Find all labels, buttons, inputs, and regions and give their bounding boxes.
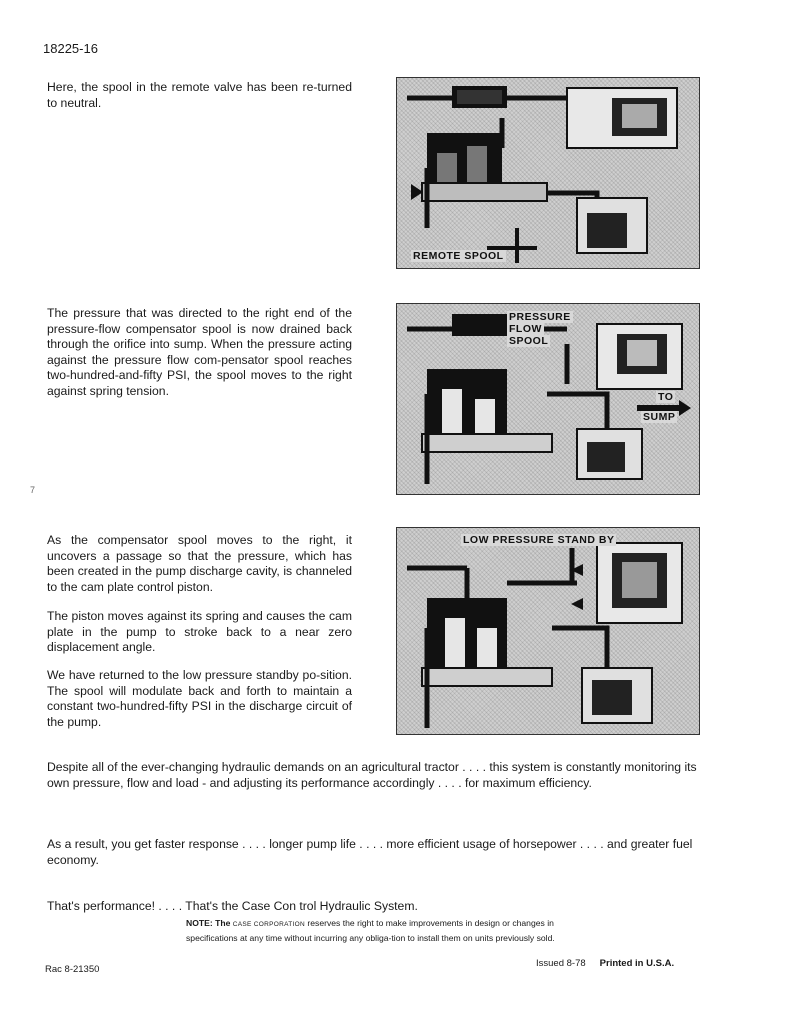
- paragraph-compensator-moves: As the compensator spool moves to the right, it uncovers a passage so that the pressure, which has been created in the pump discharge cavity, is channeled to the cam plate control piston.: [47, 533, 352, 594]
- label-spool: SPOOL: [509, 335, 549, 347]
- hydraulic-diagram-low-pressure-standby: [396, 527, 700, 735]
- page-number: 18225-16: [43, 41, 98, 56]
- label-to: TO: [658, 391, 674, 403]
- paragraph-remote-neutral: Here, the spool in the remote valve has been re-turned to neutral.: [47, 80, 352, 110]
- diagram-2-drawing: [397, 304, 699, 494]
- diagram-3-drawing: [397, 528, 699, 734]
- paragraph-low-pressure-standby: We have returned to the low pressure standby po-sition. The spool will modulate back and forth to maintain a constant two-hundred-fifty PSI in the discharge circuit of the pump.: [47, 668, 352, 729]
- paragraph-pressure-drained: The pressure that was directed to the right end of the pressure-flow compensator spool is now drained back through the orifice into sump. When the pressure acting against the pressure flow com-pensator spool reaches two-hundred-and-fifty PSI, the spool moves to the right against spring tension.: [47, 306, 352, 398]
- note-text: reserves the right to make improvements in design or changes in specifications at any time without incurring any obliga-tion to install them on units previously sold.: [186, 918, 555, 943]
- footer-printed: Printed in U.S.A.: [599, 958, 675, 969]
- label-low-pressure-stand-by: LOW PRESSURE STAND BY: [463, 534, 615, 546]
- diagram-1-drawing: [397, 78, 699, 268]
- result-paragraph: As a result, you get faster response . . . . longer pump life . . . . more efficient usage of horsepower . . . . and greater fuel economy.: [47, 837, 693, 867]
- margin-mark: 7: [30, 485, 36, 495]
- footer-issued: Issued 8-78: [536, 958, 586, 969]
- note-lead: NOTE: The: [186, 918, 231, 928]
- note-company: CASE CORPORATION: [232, 921, 306, 928]
- label-sump: SUMP: [643, 411, 676, 423]
- paragraph-piston-moves: The piston moves against its spring and causes the cam plate in the pump to stroke back to a near zero displacement angle.: [47, 609, 352, 655]
- footer-doc-code: Rac 8-21350: [45, 964, 100, 975]
- closing-line: That's performance! . . . . That's the Case Con trol Hydraulic System.: [47, 899, 418, 913]
- hydraulic-diagram-remote-spool: [396, 77, 700, 269]
- label-pressure: PRESSURE: [509, 311, 571, 323]
- label-flow: FLOW: [509, 323, 542, 335]
- summary-paragraph: Despite all of the ever-changing hydraulic demands on an agricultural tractor . . . . this system is constantly monitoring its own pressure, flow and load - and adjusting its performance accordingly . . . . for maximum efficiency.: [47, 760, 697, 790]
- disclaimer-note: [186, 917, 576, 944]
- hydraulic-diagram-pressure-flow-spool: [396, 303, 700, 495]
- label-remote-spool: REMOTE SPOOL: [413, 250, 504, 262]
- footer-issue-info: [536, 958, 674, 969]
